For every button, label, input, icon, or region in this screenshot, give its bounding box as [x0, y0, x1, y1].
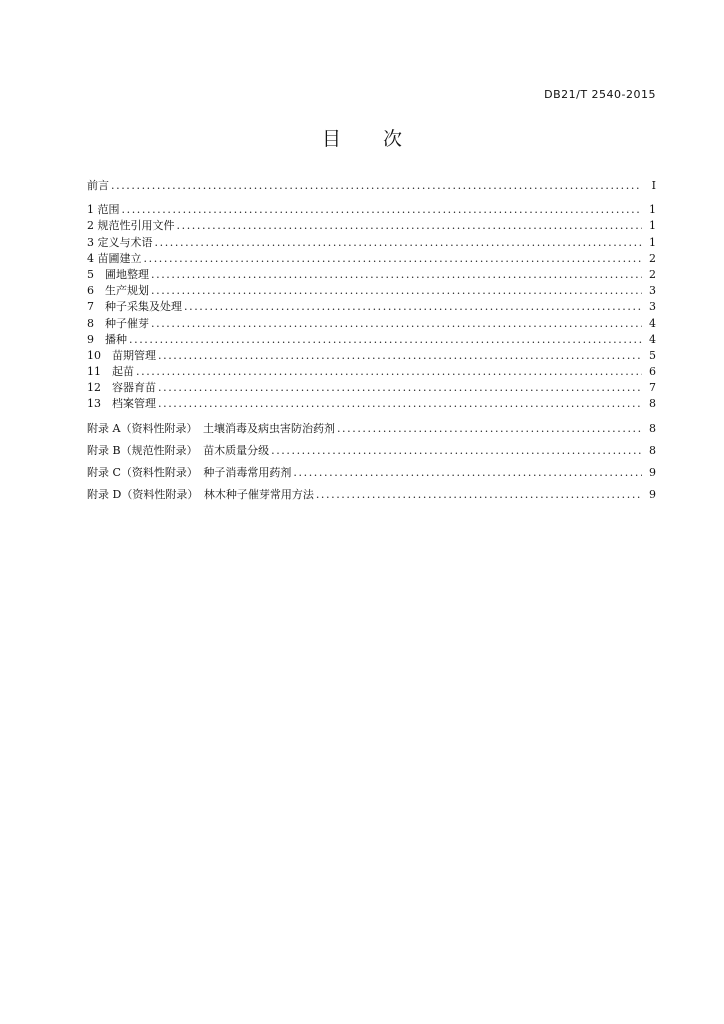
toc-leader-dots: [293, 465, 642, 481]
toc-entry-label: 10 苗期管理: [87, 348, 156, 362]
toc-entry-label: 2 规范性引用文件: [87, 219, 175, 233]
toc-leader-dots: [151, 283, 642, 299]
toc-leader-dots: [111, 178, 642, 194]
toc-entry-label: 附录 B（规范性附录） 苗木质量分级: [87, 443, 270, 457]
toc-entry-page: 6: [649, 365, 656, 379]
toc-entry-page: 8: [649, 397, 656, 411]
toc-entry[interactable]: [87, 380, 656, 396]
toc-entry-label: 9 播种: [87, 332, 127, 346]
toc-entry[interactable]: [87, 332, 656, 348]
toc-leader-dots: [158, 396, 642, 412]
toc-leader-dots: [316, 487, 642, 503]
toc-entry-appendix-b[interactable]: [87, 443, 656, 460]
toc-leader-dots: [136, 364, 642, 380]
toc-entry-page: 1: [649, 219, 656, 233]
toc-leader-dots: [184, 299, 642, 315]
title-char-2: 次: [383, 128, 403, 150]
toc-leader-dots: [177, 218, 643, 234]
toc-entry-page: 3: [649, 300, 656, 314]
toc-leader-dots: [144, 251, 643, 267]
toc-entry-label: 12 容器育苗: [87, 381, 156, 395]
toc-entry[interactable]: [87, 283, 656, 299]
toc-entry-label: 3 定义与术语: [87, 235, 153, 249]
toc-entry-page: 8: [649, 443, 656, 457]
toc-entry-label: 附录 D（资料性附录） 林木种子催芽常用方法: [87, 487, 314, 501]
toc-entry-page: 9: [649, 465, 656, 479]
toc-leader-dots: [151, 267, 642, 283]
toc-entry-page: 2: [649, 267, 656, 281]
toc-leader-dots: [158, 380, 642, 396]
toc-entry-label: 附录 C（资料性附录） 种子消毒常用药剂: [87, 465, 292, 479]
toc-entry[interactable]: [87, 218, 656, 234]
toc-entry-label: 7 种子采集及处理: [87, 300, 182, 314]
toc-entry-label: 附录 A（资料性附录） 土壤消毒及病虫害防治药剂: [87, 421, 335, 435]
standard-code: DB21/T 2540-2015: [544, 88, 656, 101]
toc-leader-dots: [271, 443, 642, 459]
toc-entry-page: 2: [649, 251, 656, 265]
toc-entry-page: 1: [649, 235, 656, 249]
toc-leader-dots: [155, 235, 643, 251]
toc-entry-label: 11 起苗: [87, 365, 134, 379]
toc-entry-page: 3: [649, 284, 656, 298]
toc-leader-dots: [151, 316, 642, 332]
toc-entry[interactable]: [87, 396, 656, 412]
toc-leader-dots: [122, 202, 643, 218]
toc-entry-label: 前言: [87, 179, 109, 192]
title-char-1: 目: [321, 128, 341, 150]
toc-entry-page: 1: [649, 203, 656, 217]
toc-entry-page: 8: [649, 421, 656, 435]
toc-entry[interactable]: [87, 235, 656, 251]
toc-entry-appendix-c[interactable]: [87, 465, 656, 482]
toc-entry-label: 5 圃地整理: [87, 267, 149, 281]
toc-leader-dots: [337, 421, 642, 437]
toc-entry-label: 6 生产规划: [87, 284, 149, 298]
toc-entry[interactable]: [87, 348, 656, 364]
table-of-contents: [87, 178, 656, 509]
toc-entry-page: 4: [649, 316, 656, 330]
toc-entry-label: 1 范围: [87, 203, 120, 217]
toc-entry-label: 4 苗圃建立: [87, 251, 142, 265]
toc-entry-page: 5: [649, 348, 656, 362]
page-title: [0, 124, 724, 151]
toc-leader-dots: [129, 332, 642, 348]
toc-entry-page: 4: [649, 332, 656, 346]
toc-entry-page: 7: [649, 381, 656, 395]
toc-entry-label: 13 档案管理: [87, 397, 156, 411]
toc-entry-page: 9: [649, 487, 656, 501]
toc-entry-appendix-a[interactable]: [87, 421, 656, 438]
toc-entry[interactable]: [87, 364, 656, 380]
toc-entry[interactable]: [87, 267, 656, 283]
toc-entry[interactable]: [87, 299, 656, 315]
toc-entry-page: I: [651, 179, 656, 192]
toc-entry-appendix-d[interactable]: [87, 487, 656, 504]
toc-entry[interactable]: [87, 251, 656, 267]
toc-leader-dots: [158, 348, 642, 364]
toc-entry-label: 8 种子催芽: [87, 316, 149, 330]
toc-entry-foreword[interactable]: [87, 178, 656, 194]
toc-entry[interactable]: [87, 316, 656, 332]
toc-entry[interactable]: [87, 202, 656, 218]
